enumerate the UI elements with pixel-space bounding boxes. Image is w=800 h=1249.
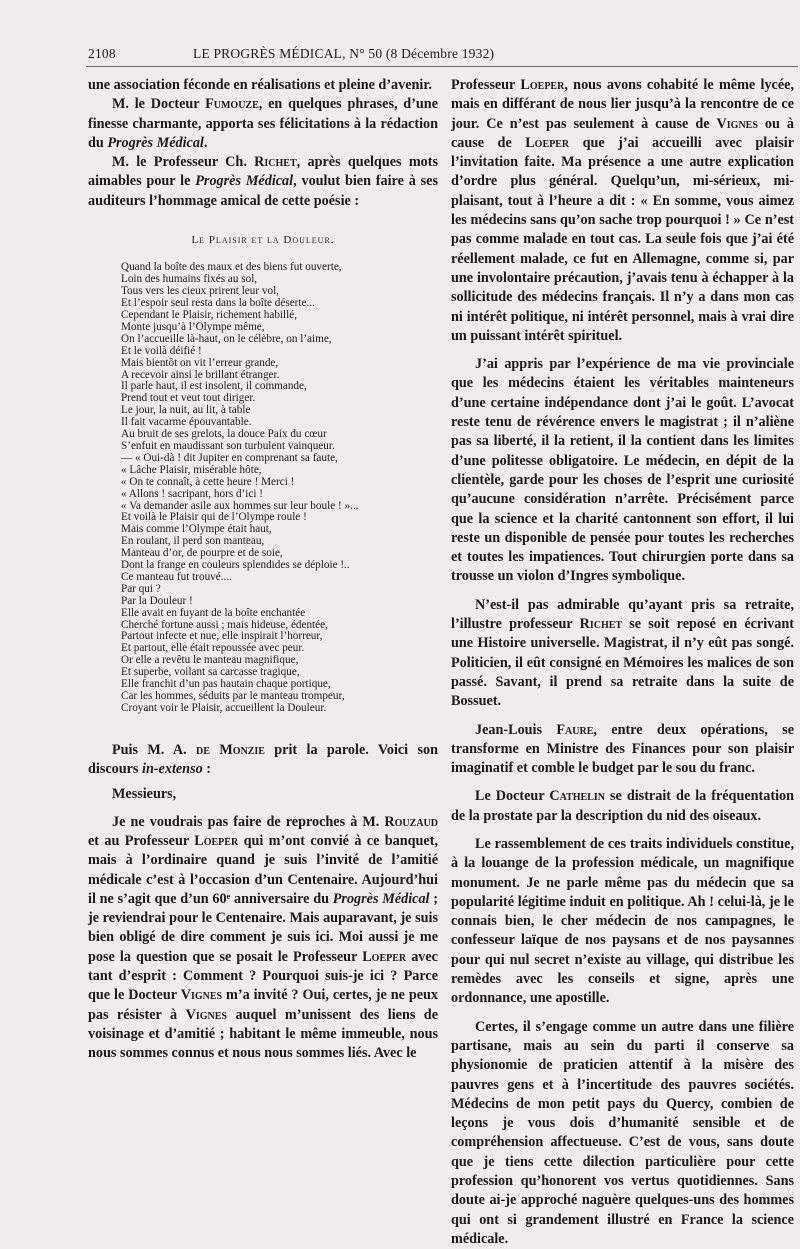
text: m’a invité ? Oui, certes, je ne peux pas résister à xyxy=(88,987,438,1023)
poem-line: A recevoir ainsi le brillant étranger. xyxy=(121,368,280,381)
poem-line: Et le voilà déifié ! xyxy=(121,344,202,357)
poem-line: Et l’espoir seul resta dans la boîte déserte... xyxy=(121,297,315,310)
paragraph xyxy=(88,741,438,780)
text: de xyxy=(196,741,210,758)
spacer xyxy=(451,587,794,596)
poem-line: Elle franchit d’un pas hautain chaque portique, xyxy=(121,678,331,691)
text: ou à cause de xyxy=(451,115,795,151)
poem-line: « Lâche Plaisir, misérable hôte, xyxy=(121,463,262,476)
poem-line: Quand la boîte des maux et des biens fut ouverte, xyxy=(121,261,342,274)
text: , entre deux opérations, se transforme en Ministre des Finances pour son plaisir imaginatif et comble le budget par le sou du franc. xyxy=(451,721,794,777)
poem-line: Partout infecte et nue, elle inspirait l’horreur, xyxy=(121,630,323,643)
text: Professeur xyxy=(451,77,521,93)
text: , nous avons cohabité le même lycée, mais en différant de nous lier jusqu’à la rencontre de ce jour. Ce n’est pas seulement à cause de xyxy=(451,77,794,132)
journal-title: Progrès Médical xyxy=(107,134,204,151)
paragraph xyxy=(88,813,438,1064)
person-name: Faure xyxy=(556,721,594,738)
poem-line: Cherché fortune aussi ; mais hideuse, édentée, xyxy=(121,618,328,631)
poem-line: S’enfuit en maudissant son turbulent vainqueur. xyxy=(121,439,335,452)
poem-line: Mais comme l’Olympe était haut, xyxy=(121,523,272,536)
text: N’est-il pas admirable qu’ayant pris sa retraite, l’illustre professeur xyxy=(451,596,794,633)
poem-line: « Allons ! sacripant, hors d’ici ! xyxy=(121,487,263,500)
poem-line: On l’accueille là-haut, on le célèbre, on l’aime, xyxy=(121,332,332,345)
person-name: Loeper xyxy=(194,833,239,849)
poem-line: Cependant le Plaisir, richement habillé, xyxy=(121,309,298,321)
person-name: Loeper xyxy=(362,948,407,965)
poem-line: Ce manteau fut trouvé.... xyxy=(121,570,232,583)
poem-line: Et voilà le Plaisir qui de l’Olympe roule ! xyxy=(121,511,307,524)
text: prit la parole. Voici son discours xyxy=(88,741,438,778)
text: Je ne voudrais pas faire de reproches à M. xyxy=(112,813,385,830)
latin-phrase: in-extenso xyxy=(142,761,203,778)
text: se soit reposé en écrivant une Histoire universelle. Magistrat, il n’y eût pas songé. Politicien, il eût consigné en Mémoires les malices de son passé. Savant, il prend sa retraite dans la suite de Bossuet. xyxy=(451,616,794,710)
poem-line: Par la Douleur ! xyxy=(121,594,193,607)
salutation: Messieurs, xyxy=(112,786,177,803)
right-column xyxy=(451,76,794,1249)
person-name: Rouzaud xyxy=(384,813,438,830)
paragraph xyxy=(451,596,794,712)
text: , en quelques phrases, d’une finesse charmante, apporta ses félicitations à la rédaction du xyxy=(88,96,438,151)
text: Puis M. A. xyxy=(112,741,197,758)
text: avec tant d’esprit : Comment ? Pourquoi suis-je ici ? Parce que le Docteur xyxy=(88,948,438,1004)
person-name: Monzie xyxy=(219,741,265,758)
paragraph: Certes, il s’engage comme un autre dans une filière partisane, mais au sein du parti il conserve sa physionomie de praticien attentif à la misère des pauvres gens et à l’incertitude des pauvres sociétés. Médecins de mon petit pays du Quercy, combien de leçons je vous dois d’humanité sensible et de compréhension affectueuse. C’est de vous, sans doute que je tiens cette dilection particulière pour cette profession qu’honorent vos vertus quotidiennes. Sans doute ai-je approché naguère quelques-uns des hommes qui ont si grandement illustré en France la science médicale. xyxy=(451,1018,794,1247)
poem-line: Il fait vacarme épouvantable. xyxy=(121,416,252,429)
spacer xyxy=(451,778,794,787)
paragraph xyxy=(451,787,794,826)
paragraph xyxy=(88,153,438,211)
poem xyxy=(88,262,438,714)
left-column xyxy=(88,76,438,1064)
running-title: LE PROGRÈS MÉDICAL, N° 50 (8 Décembre 1932) xyxy=(193,46,495,61)
poem-line: Tous vers les cieux prirent leur vol, xyxy=(121,285,279,298)
page-number: 2108 xyxy=(88,46,116,61)
poem-line: — « Oui-dà ! dit Jupiter en comprenant sa faute, xyxy=(121,451,338,464)
poem-line: Car les hommes, séduits par le manteau trompeur, xyxy=(121,690,345,702)
person-name: Cathelin xyxy=(549,788,606,805)
poem-line: Et superbe, voilant sa carcasse tragique, xyxy=(121,666,300,679)
poem-line: Loin des humains fixés au sol, xyxy=(121,273,258,286)
spacer xyxy=(451,826,794,835)
paragraph xyxy=(88,95,438,153)
poem-line: Au bruit de ses grelots, la douce Paix du cœur xyxy=(121,428,327,441)
text: ; je reviendrai pour le Centenaire. Mais auparavant, je suis bien obligé de dire comment je suis ici. Moi aussi je me pose la question que se posait le Professeur xyxy=(88,890,438,965)
poem-line: Manteau d’or, de pourpre et de soie, xyxy=(121,547,283,560)
poem-line: Par qui ? xyxy=(121,582,161,595)
text: M. le Professeur Ch. xyxy=(112,154,255,171)
poem-line: Mais bientôt on vit l’erreur grande, xyxy=(121,356,279,369)
text: et au Professeur xyxy=(88,833,195,849)
poem-line: « Va demander asile aux hommes sur leur boule ! »... xyxy=(121,499,359,512)
person-name: Loeper xyxy=(525,134,570,151)
person-name: Vignes xyxy=(185,1006,227,1023)
spacer xyxy=(451,712,794,721)
paragraph xyxy=(451,721,794,779)
poem-line: Il parle haut, il est insolent, il commande, xyxy=(121,380,307,393)
text: M. le Docteur xyxy=(112,96,206,113)
text: que j’ai accueilli avec plaisir l’invitation faite. Ma présence a une autre explication d’ordre plus général. Quelqu’un, mi-sérieux, mi-plaisant, tout à l’heure a dit : « En somme, vous aimez les médecins sans qu’on sache trop pourquoi ! » Ce n’est pas comme malade en tout cas. La seule fois que j’ai été réellement malade, ce fut en Allemagne, comme si, par une involontaire précaution, j’avais tenu à échapper à la sollicitude des médecins français. Il n’y a dans mon cas ni intérêt politique, ni intérêt personnel, mais à vrai dire un puissant intérêt spirituel. xyxy=(451,134,794,344)
person-name: Richet xyxy=(579,616,623,633)
text: Jean-Louis xyxy=(475,721,557,738)
spacer xyxy=(451,1009,794,1018)
person-name: Vignes xyxy=(180,987,223,1004)
text: se distrait de la fréquentation de la prostate par la description du nid des oiseaux. xyxy=(451,788,794,824)
poem-line: Le jour, la nuit, au lit, à table xyxy=(121,404,251,417)
poem-line: Or elle a revêtu le manteau magnifique, xyxy=(121,654,299,667)
paragraph xyxy=(451,76,794,346)
text: qui m’ont convié à ce banquet, mais à l’ordinaire quand je suis l’invité de l’amitié médicale c’est à l’occasion d’un Centenaire. Aujourd’hui il ne s’agit que d’un 60ᵉ anniversaire du xyxy=(88,833,438,907)
person-name: Loeper xyxy=(520,77,565,93)
text: : xyxy=(202,761,211,778)
person-name: Richet xyxy=(254,154,297,171)
poem-line: Dont la frange en couleurs splendides se déploie !.. xyxy=(121,559,350,572)
poem-line: Elle avait en fuyant de la boîte enchantée xyxy=(121,606,306,619)
text: , après quelques mots aimables pour le xyxy=(88,154,438,190)
poem-title: Le Plaisir et la Douleur. xyxy=(191,234,335,247)
poem-line: En roulant, il perd son manteau, xyxy=(121,535,265,548)
text: Le Docteur xyxy=(475,788,550,805)
paragraph: une association féconde en réalisations et pleine d’avenir. xyxy=(88,77,432,93)
poem-line: Croyant voir le Plaisir, accueillent la Douleur. xyxy=(121,701,327,714)
text: auquel m’unissent des liens de voisinage et d’amitié ; habitant le même immeuble, nous nous sommes connus et nous nous sommes liés. Avec le xyxy=(88,1006,438,1062)
paragraph: Le rassemblement de ces traits individuels constitue, à la louange de la profession médicale, un magnifique monument. Je ne parle même pas du médecin que sa popularité légitime induit en politique. Ah ! celui-là, je le connais bien, le cher médecin de nos campagnes, le confesseur laïque de nos paysans et de nos paysannes pour qui nul secret n’existe au village, qui distribue les remèdes avec les conseils et signe, après une ordonnance, une apostille. xyxy=(451,835,794,1007)
poem-line: Monte jusqu’à l’Olympe même, xyxy=(121,320,265,333)
journal-title: Progrès Médical xyxy=(195,173,294,190)
person-name: Vignes xyxy=(716,115,758,132)
paragraph: J’ai appris par l’expérience de ma vie provinciale que les médecins étaient les véritables mainteneurs d’une certaine indépendance dont j’ai le goût. L’avocat reste tenu de révérence envers le magistrat ; il n’aliène pas sa liberté, il la retient, il la contient dans les limites d’une politesse obligatoire. Le médecin, en dépit de la clientèle, garde pour les choses de l’esprit une curiosité qu’aucune considération n’arrête. Précisément parce que la science et la charité cantonnent son effort, il lui reste un disponible de pensée pour toutes les recherches et toutes les impatiences. Tout chirurgien porte dans sa trousse un violon d’Ingres symbolique. xyxy=(451,356,794,585)
poem-line: Prend tout et veut tout diriger. xyxy=(121,392,256,405)
header-rule xyxy=(86,66,798,67)
text: , voulut bien faire à ses auditeurs l’hommage amical de cette poésie : xyxy=(88,173,438,209)
poem-line: Et partout, elle était repoussée avec peur. xyxy=(121,642,305,655)
journal-title: Progrès Médical xyxy=(332,890,430,907)
spacer xyxy=(451,346,794,355)
person-name: Fumouze xyxy=(205,96,259,113)
text: . xyxy=(203,134,208,151)
poem-line: « On te connaît, à cette heure ! Merci ! xyxy=(121,475,295,488)
